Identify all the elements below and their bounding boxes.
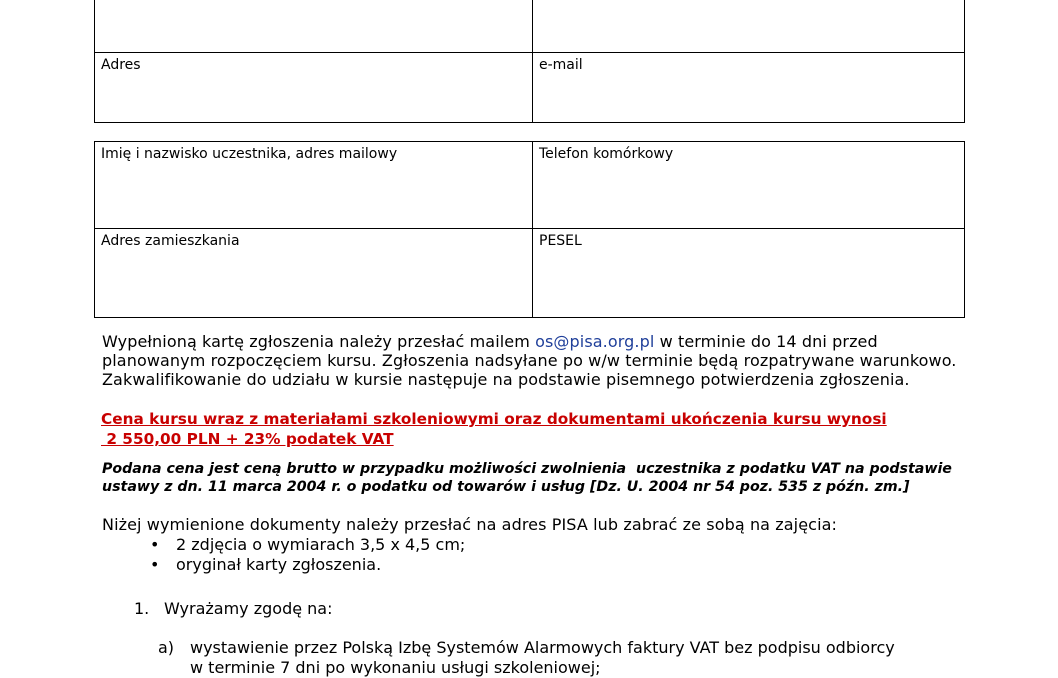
submission-line-3: Zakwalifikowanie do udziału w kursie następuje na podstawie pisemnego potwierdzenia zgłoszenia.	[102, 370, 910, 389]
participant-name-email-field[interactable]: Imię i nazwisko uczestnika, adres mailowy	[95, 142, 533, 229]
list-item	[150, 535, 465, 555]
submission-line-2: planowanym rozpoczęciem kursu. Zgłoszenia nadsyłane po w/w terminie będą rozpatrywane warunkowo.	[102, 351, 957, 370]
participant-table	[94, 141, 965, 318]
vat-note	[102, 460, 982, 496]
submission-text-start: Wypełnioną kartę zgłoszenia należy przesłać mailem	[102, 332, 536, 351]
email-link[interactable]: os@pisa.org.pl	[535, 332, 655, 351]
submission-text-end: w terminie do 14 dni przed	[654, 332, 878, 351]
price-line-1: Cena kursu wraz z materiałami szkoleniowymi oraz dokumentami ukończenia kursu wynosi	[101, 410, 887, 428]
consent-item-marker: a)	[158, 638, 175, 657]
consent-number: 1.	[134, 599, 150, 618]
consent-heading-text: Wyrażamy zgodę na:	[164, 599, 333, 618]
table1-cell-top-left[interactable]	[95, 0, 533, 53]
vat-note-line-2: ustawy z dn. 11 marca 2004 r. o podatku od towarów i usług [Dz. U. 2004 nr 54 poz. 535 z późn. zm.]	[102, 479, 910, 495]
bullet-icon: •	[150, 535, 160, 554]
documents-intro: Niżej wymienione dokumenty należy przesłać na adres PISA lub zabrać ze sobą na zajęcia:	[102, 515, 838, 534]
list-item-text: 2 zdjęcia o wymiarach 3,5 x 4,5 cm;	[176, 535, 466, 554]
home-address-field[interactable]: Adres zamieszkania	[95, 229, 533, 317]
consent-item-a	[158, 638, 958, 678]
email-field[interactable]: e-mail	[539, 57, 583, 73]
consent-heading	[134, 599, 333, 619]
documents-list	[150, 535, 465, 575]
pesel-field[interactable]: PESEL	[539, 233, 582, 249]
mobile-phone-field[interactable]: Telefon komórkowy	[533, 142, 964, 229]
consent-item-a-line-2: w terminie 7 dni po wykonaniu usługi szkoleniowej;	[190, 658, 601, 677]
company-contact-table	[94, 0, 965, 123]
address-field[interactable]: Adres	[95, 53, 533, 122]
vat-note-line-1: Podana cena jest ceną brutto w przypadku możliwości zwolnienia uczestnika z podatku VAT na podstawie	[102, 461, 952, 477]
consent-item-a-line-1: wystawienie przez Polską Izbę Systemów Alarmowych faktury VAT bez podpisu odbiorcy	[190, 638, 895, 657]
submission-paragraph	[102, 332, 982, 389]
submission-line-1	[102, 332, 982, 351]
price-line-2: 2 550,00 PLN + 23% podatek VAT	[101, 430, 394, 448]
list-item	[150, 555, 465, 575]
bullet-icon: •	[150, 555, 160, 574]
list-item-text: oryginał karty zgłoszenia.	[176, 555, 382, 574]
price-statement	[101, 409, 981, 449]
table1-cell-top-right[interactable]	[533, 0, 964, 53]
